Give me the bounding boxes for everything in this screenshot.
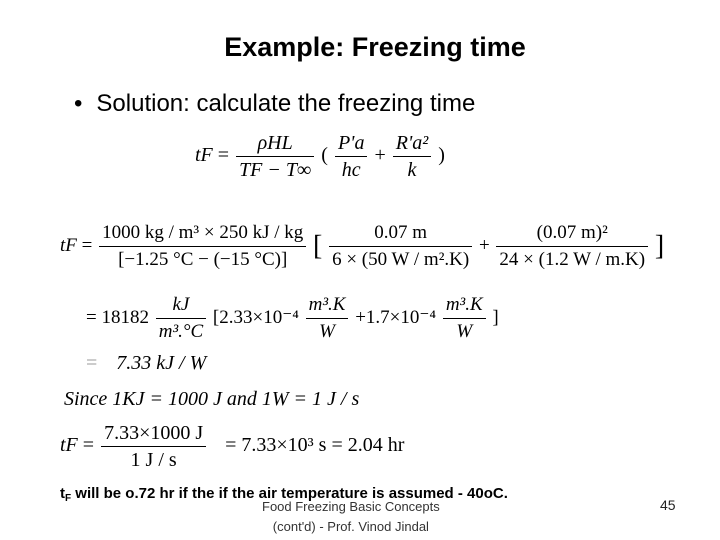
equation-substitution-3 (86, 352, 206, 375)
fraction-units-2 (306, 292, 349, 345)
fraction-num: (0.07 m)² (496, 220, 648, 247)
fraction-final (101, 420, 206, 473)
equation-substitution-1 (60, 220, 664, 273)
fraction-num: R'a² (393, 130, 432, 157)
plus-sign: + (374, 144, 386, 167)
slide-title: Example: Freezing time (224, 32, 526, 62)
fraction-num: kJ (156, 292, 206, 319)
eq-lhs: tF (60, 434, 78, 457)
fraction-units-3 (443, 292, 486, 345)
fraction-num: m³.K (443, 292, 486, 319)
fraction-conduction-values (496, 220, 648, 273)
fraction-latent-values (99, 220, 306, 273)
fraction-latent-heat (236, 130, 314, 183)
eq-equals: = (81, 234, 93, 256)
fraction-den: [−1.25 °C − (−15 °C)] (118, 249, 288, 270)
fraction-num: m³.K (306, 292, 349, 319)
footer-line-1: Food Freezing Basic Concepts (262, 499, 440, 514)
final-result: = 7.33×10³ s = 2.04 hr (225, 434, 405, 457)
page-number: 45 (660, 497, 676, 513)
note-lead: t (60, 485, 65, 502)
fraction-num: 0.07 m (329, 220, 472, 247)
eq-equals: = (86, 352, 98, 374)
fraction-den: 6 × (50 W / m².K) (332, 249, 470, 270)
fraction-surface-values (329, 220, 472, 273)
equation-since: Since 1KJ = 1000 J and 1W = 1 J / s (64, 388, 360, 410)
fraction-num: ρHL (236, 130, 314, 157)
eq-lhs: tF (60, 234, 77, 256)
fraction-surface (335, 130, 368, 183)
term-1: [2.33×10⁻⁴ (212, 306, 299, 328)
bullet-dot-icon: • (74, 90, 83, 117)
bullet-text: Solution: calculate the freezing time (96, 90, 476, 117)
fraction-den: W (456, 321, 473, 342)
eq-equals: = (217, 144, 230, 167)
slide-footer (262, 497, 440, 537)
note-body: will be o.72 hr if the if the air temperature is assumed - 40oC. (75, 485, 508, 502)
bracket-open: [ (313, 230, 323, 262)
fraction-num: 1000 kg / m³ × 250 kJ / kg (99, 220, 306, 247)
fraction-den: 24 × (1.2 W / m.K) (499, 249, 646, 270)
coefficient: 18182 (101, 306, 149, 328)
result-value: 7.33 kJ / W (116, 352, 207, 374)
paren-close: ) (438, 144, 445, 167)
equation-final (60, 420, 404, 473)
plus-sign: + (478, 234, 490, 256)
fraction-num: 7.33×1000 J (101, 420, 206, 447)
equation-substitution-2 (86, 292, 499, 345)
bullet-solution (74, 90, 475, 118)
eq-lhs: tF (195, 144, 213, 167)
term-2: +1.7×10⁻⁴ (355, 306, 437, 328)
fraction-den: m³.°C (158, 321, 204, 342)
fraction-den: hc (341, 159, 361, 181)
fraction-num: P'a (335, 130, 368, 157)
bracket-close: ] (492, 306, 499, 328)
fraction-units-1 (156, 292, 206, 345)
paren-open: ( (321, 144, 328, 167)
footer-line-2: (cont'd) - Prof. Vinod Jindal (272, 519, 429, 534)
fraction-conduction (393, 130, 432, 183)
fraction-den: 1 J / s (130, 449, 177, 471)
eq-equals: = (86, 306, 97, 328)
fraction-den: k (407, 159, 417, 181)
eq-equals: = (82, 434, 95, 457)
equation-general (195, 130, 445, 183)
bracket-close: ] (654, 230, 665, 262)
note-sub: F (65, 493, 72, 504)
fraction-den: TF − T∞ (239, 159, 312, 181)
fraction-den: W (319, 321, 335, 342)
